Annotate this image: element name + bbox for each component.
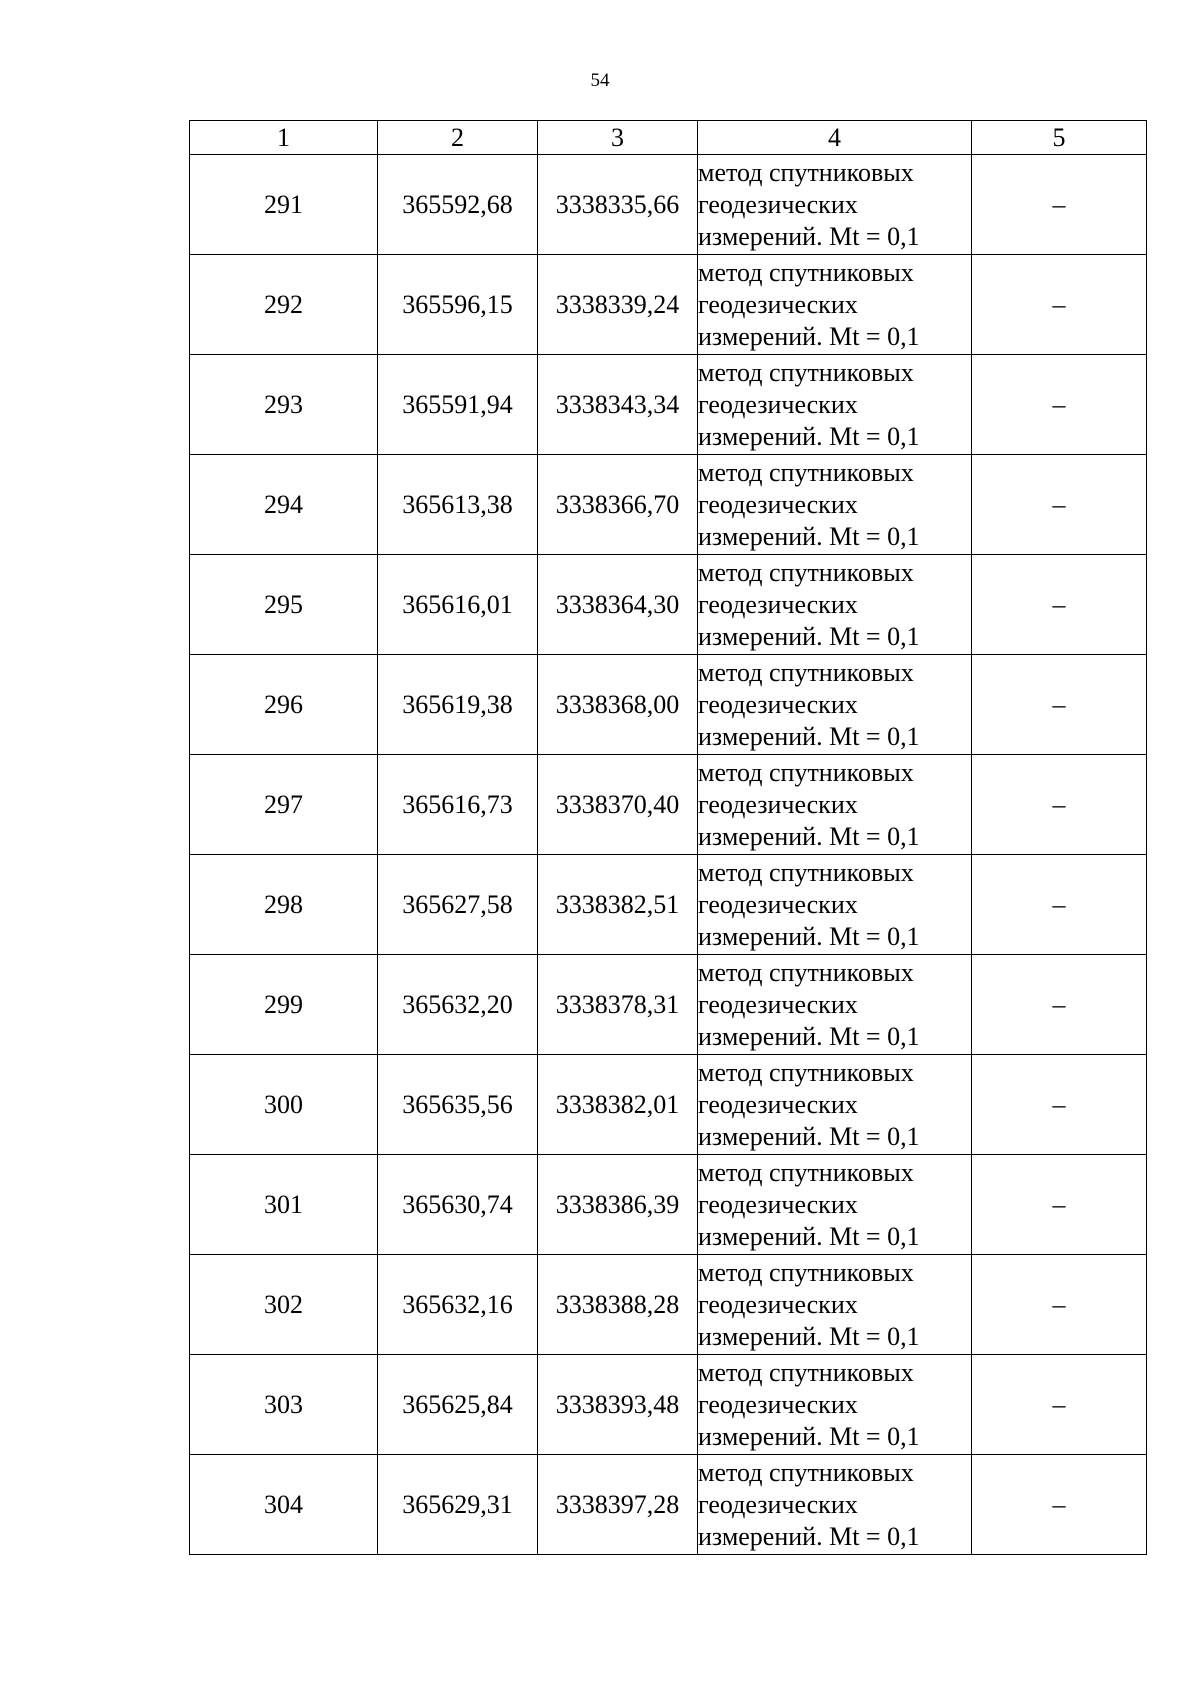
x-coordinate-cell: 365616,01 bbox=[378, 555, 538, 655]
method-cell bbox=[698, 1255, 972, 1355]
method-line: метод спутниковых bbox=[698, 457, 914, 487]
note-cell: – bbox=[972, 455, 1147, 555]
table-row bbox=[190, 1255, 1147, 1355]
point-number-cell: 304 bbox=[190, 1455, 378, 1555]
point-number-cell: 302 bbox=[190, 1255, 378, 1355]
method-line: метод спутниковых bbox=[698, 857, 914, 887]
method-line: метод спутниковых bbox=[698, 1257, 914, 1287]
x-coordinate-cell: 365635,56 bbox=[378, 1055, 538, 1155]
method-cell bbox=[698, 1055, 972, 1155]
note-cell: – bbox=[972, 255, 1147, 355]
point-number-cell: 296 bbox=[190, 655, 378, 755]
column-header-3: 3 bbox=[538, 121, 698, 155]
method-line: измерений. Mt = 0,1 bbox=[698, 421, 920, 451]
method-cell bbox=[698, 455, 972, 555]
x-coordinate-cell: 365591,94 bbox=[378, 355, 538, 455]
method-line: геодезических bbox=[698, 389, 858, 419]
method-line: измерений. Mt = 0,1 bbox=[698, 1521, 920, 1551]
method-cell bbox=[698, 655, 972, 755]
column-header-2: 2 bbox=[378, 121, 538, 155]
method-line: геодезических bbox=[698, 589, 858, 619]
method-line: метод спутниковых bbox=[698, 1057, 914, 1087]
method-line: геодезических bbox=[698, 789, 858, 819]
point-number-cell: 299 bbox=[190, 955, 378, 1055]
method-line: метод спутниковых bbox=[698, 957, 914, 987]
method-line: геодезических bbox=[698, 1389, 858, 1419]
method-line: метод спутниковых bbox=[698, 157, 914, 187]
point-number-cell: 295 bbox=[190, 555, 378, 655]
coordinates-table bbox=[189, 120, 1147, 1555]
method-cell bbox=[698, 1155, 972, 1255]
table-row bbox=[190, 855, 1147, 955]
y-coordinate-cell: 3338335,66 bbox=[538, 155, 698, 255]
table-row bbox=[190, 555, 1147, 655]
method-line: измерений. Mt = 0,1 bbox=[698, 1321, 920, 1351]
note-cell: – bbox=[972, 1055, 1147, 1155]
y-coordinate-cell: 3338378,31 bbox=[538, 955, 698, 1055]
method-line: метод спутниковых bbox=[698, 657, 914, 687]
x-coordinate-cell: 365627,58 bbox=[378, 855, 538, 955]
table-row bbox=[190, 755, 1147, 855]
note-cell: – bbox=[972, 155, 1147, 255]
note-cell: – bbox=[972, 655, 1147, 755]
method-line: измерений. Mt = 0,1 bbox=[698, 221, 920, 251]
table-body bbox=[190, 155, 1147, 1555]
method-line: метод спутниковых bbox=[698, 1457, 914, 1487]
y-coordinate-cell: 3338339,24 bbox=[538, 255, 698, 355]
note-cell: – bbox=[972, 1255, 1147, 1355]
method-line: геодезических bbox=[698, 989, 858, 1019]
note-cell: – bbox=[972, 1355, 1147, 1455]
x-coordinate-cell: 365613,38 bbox=[378, 455, 538, 555]
note-cell: – bbox=[972, 755, 1147, 855]
method-cell bbox=[698, 955, 972, 1055]
y-coordinate-cell: 3338366,70 bbox=[538, 455, 698, 555]
method-cell bbox=[698, 155, 972, 255]
point-number-cell: 292 bbox=[190, 255, 378, 355]
y-coordinate-cell: 3338397,28 bbox=[538, 1455, 698, 1555]
method-line: метод спутниковых bbox=[698, 557, 914, 587]
table-row bbox=[190, 1155, 1147, 1255]
point-number-cell: 300 bbox=[190, 1055, 378, 1155]
note-cell: – bbox=[972, 855, 1147, 955]
method-line: геодезических bbox=[698, 1289, 858, 1319]
table-row bbox=[190, 455, 1147, 555]
method-cell bbox=[698, 255, 972, 355]
point-number-cell: 293 bbox=[190, 355, 378, 455]
method-line: геодезических bbox=[698, 189, 858, 219]
point-number-cell: 294 bbox=[190, 455, 378, 555]
x-coordinate-cell: 365592,68 bbox=[378, 155, 538, 255]
note-cell: – bbox=[972, 1155, 1147, 1255]
method-cell bbox=[698, 855, 972, 955]
method-line: измерений. Mt = 0,1 bbox=[698, 1021, 920, 1051]
method-line: измерений. Mt = 0,1 bbox=[698, 1121, 920, 1151]
y-coordinate-cell: 3338368,00 bbox=[538, 655, 698, 755]
note-cell: – bbox=[972, 355, 1147, 455]
y-coordinate-cell: 3338382,01 bbox=[538, 1055, 698, 1155]
y-coordinate-cell: 3338370,40 bbox=[538, 755, 698, 855]
x-coordinate-cell: 365632,16 bbox=[378, 1255, 538, 1355]
point-number-cell: 291 bbox=[190, 155, 378, 255]
y-coordinate-cell: 3338364,30 bbox=[538, 555, 698, 655]
column-header-5: 5 bbox=[972, 121, 1147, 155]
method-line: метод спутниковых bbox=[698, 257, 914, 287]
y-coordinate-cell: 3338386,39 bbox=[538, 1155, 698, 1255]
method-line: геодезических bbox=[698, 689, 858, 719]
method-line: геодезических bbox=[698, 889, 858, 919]
method-line: геодезических bbox=[698, 289, 858, 319]
method-line: измерений. Mt = 0,1 bbox=[698, 621, 920, 651]
method-line: геодезических bbox=[698, 1489, 858, 1519]
method-line: геодезических bbox=[698, 1189, 858, 1219]
method-line: метод спутниковых bbox=[698, 357, 914, 387]
note-cell: – bbox=[972, 1455, 1147, 1555]
method-line: измерений. Mt = 0,1 bbox=[698, 921, 920, 951]
x-coordinate-cell: 365596,15 bbox=[378, 255, 538, 355]
page-number: 54 bbox=[590, 70, 610, 91]
x-coordinate-cell: 365625,84 bbox=[378, 1355, 538, 1455]
method-line: измерений. Mt = 0,1 bbox=[698, 521, 920, 551]
method-line: метод спутниковых bbox=[698, 757, 914, 787]
x-coordinate-cell: 365616,73 bbox=[378, 755, 538, 855]
method-cell bbox=[698, 1455, 972, 1555]
y-coordinate-cell: 3338343,34 bbox=[538, 355, 698, 455]
method-cell bbox=[698, 1355, 972, 1455]
method-cell bbox=[698, 355, 972, 455]
column-header-4: 4 bbox=[698, 121, 972, 155]
column-header-1: 1 bbox=[190, 121, 378, 155]
method-cell bbox=[698, 555, 972, 655]
table-row bbox=[190, 1355, 1147, 1455]
method-line: измерений. Mt = 0,1 bbox=[698, 721, 920, 751]
x-coordinate-cell: 365630,74 bbox=[378, 1155, 538, 1255]
method-line: геодезических bbox=[698, 489, 858, 519]
method-line: метод спутниковых bbox=[698, 1157, 914, 1187]
note-cell: – bbox=[972, 555, 1147, 655]
table-row bbox=[190, 1455, 1147, 1555]
method-cell bbox=[698, 755, 972, 855]
y-coordinate-cell: 3338382,51 bbox=[538, 855, 698, 955]
point-number-cell: 301 bbox=[190, 1155, 378, 1255]
x-coordinate-cell: 365619,38 bbox=[378, 655, 538, 755]
table-row bbox=[190, 255, 1147, 355]
y-coordinate-cell: 3338393,48 bbox=[538, 1355, 698, 1455]
table-row bbox=[190, 955, 1147, 1055]
method-line: измерений. Mt = 0,1 bbox=[698, 1221, 920, 1251]
x-coordinate-cell: 365629,31 bbox=[378, 1455, 538, 1555]
note-cell: – bbox=[972, 955, 1147, 1055]
table-row bbox=[190, 355, 1147, 455]
method-line: метод спутниковых bbox=[698, 1357, 914, 1387]
point-number-cell: 298 bbox=[190, 855, 378, 955]
point-number-cell: 297 bbox=[190, 755, 378, 855]
table-row bbox=[190, 655, 1147, 755]
x-coordinate-cell: 365632,20 bbox=[378, 955, 538, 1055]
method-line: измерений. Mt = 0,1 bbox=[698, 821, 920, 851]
table-row bbox=[190, 1055, 1147, 1155]
method-line: измерений. Mt = 0,1 bbox=[698, 321, 920, 351]
y-coordinate-cell: 3338388,28 bbox=[538, 1255, 698, 1355]
point-number-cell: 303 bbox=[190, 1355, 378, 1455]
method-line: измерений. Mt = 0,1 bbox=[698, 1421, 920, 1451]
method-line: геодезических bbox=[698, 1089, 858, 1119]
table-header-row bbox=[190, 121, 1147, 155]
table-row bbox=[190, 155, 1147, 255]
